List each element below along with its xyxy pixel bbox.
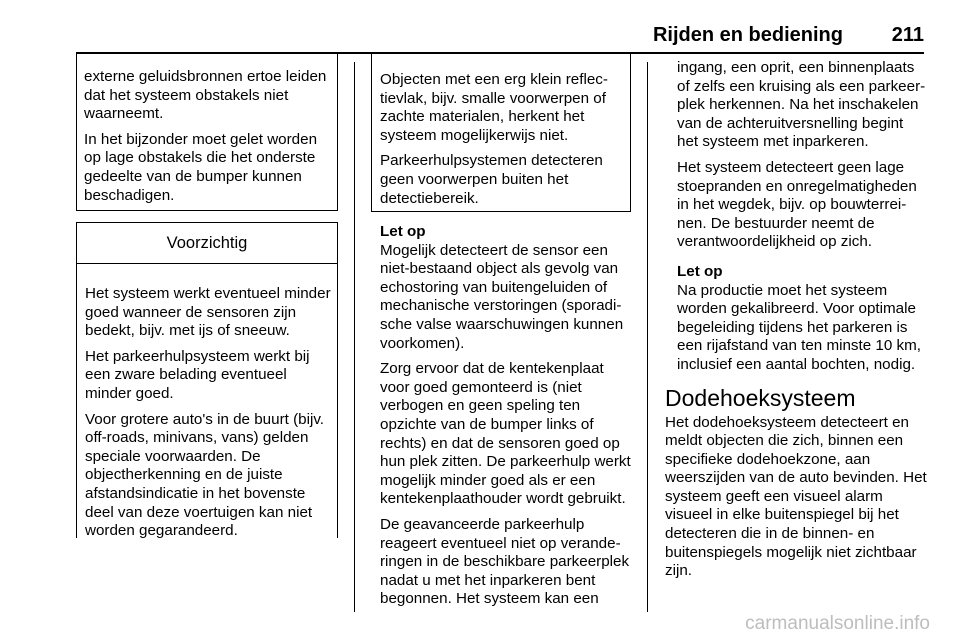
- caution-paragraph: Het parkeerhulpsysteem werkt bij een zware belading eventueel minder goed.: [85, 347, 310, 402]
- watermark-text: carmanualsonline.info: [745, 613, 930, 634]
- column-divider-1: [354, 62, 355, 612]
- caution-paragraph: Het systeem werkt eventueel minder goed wanneer de sensoren zijn bedekt, bijv. met ijs of sneeuw.: [85, 285, 331, 340]
- caution-box: [76, 222, 338, 538]
- box-paragraph: Parkeerhulpsystemen detecteren geen voorwerpen buiten het detectiebereik.: [380, 152, 603, 207]
- caution-title: Voorzichtig: [77, 223, 337, 264]
- page-number: 211: [891, 24, 924, 46]
- box-paragraph: Objecten met een erg klein reflectievlak, bijv. smalle voorwerpen of zachte materialen, herkent het systeem mogelijkerwijs niet.: [380, 71, 608, 144]
- column-3-text: [665, 59, 927, 581]
- box-paragraph: externe geluidsbronnen ertoe leiden dat het systeem obstakels niet waarneemt.: [84, 68, 327, 123]
- section-heading: Dodehoeksysteem: [665, 384, 856, 411]
- continued-box: [76, 52, 338, 211]
- caution-paragraph: Voor grotere auto's in de buurt (bijv. off-roads, minivans, vans) gelden speciale voorwaarden. De objectherkenning en de juiste afstandsindicatie in het bovenste deel van deze voertuigen kan niet worden gegarandeerd.: [85, 410, 325, 540]
- note-title: Let op: [380, 223, 426, 240]
- body-paragraph: Het systeem detecteert geen lage stoepranden en onregelmatigheden in het wegdek, bijv. op bouwterreinen. De bestuurder neemt de verantwoordelijkheid op zich.: [677, 158, 917, 251]
- body-paragraph: ingang, een oprit, een binnenplaats of zelfs een kruising als een parkeerplek herkennen. Na het inschakelen van de achteruitversnelling begint het systeem met inparkeren.: [677, 59, 926, 151]
- note-paragraph: Na productie moet het systeem worden gekalibreerd. Voor optimale begeleiding tijdens het parkeren is een rijafstand van ten minste 10 km, inclusief een aantal bochten, nodig.: [677, 281, 921, 373]
- note-paragraph: Zorg ervoor dat de kentekenplaat voor goed gemonteerd is (niet verbogen en geen speling ten opzichte van de bumper links of rechts) en dat de sensoren goed op hun plek zitten. De parkeerhulp werkt mogelijk minder goed als er een kentekenplaathouder wordt gebruikt.: [380, 360, 631, 508]
- column-2-text: [380, 223, 635, 609]
- section-paragraph: Het dodehoeksysteem detecteert en meldt objecten die zich, binnen een specifieke dodehoekzone, aan weerszijden van de auto bevinden. Het systeem geeft een visueel alarm visueel in elke buitenspiegel bij het detecteren die in de binnen- en buitenspiegels mogelijk niet zichtbaar zijn.: [665, 413, 927, 580]
- note-paragraph: De geavanceerde parkeerhulp reageert eventueel niet op veranderingen in de beschikbare parkeerplek nadat u met het inparkeren bent begonnen. Het systeem kan een: [380, 515, 630, 608]
- header-title: Rijden en bediening: [652, 24, 843, 46]
- note-paragraph: Mogelijk detecteert de sensor een niet-bestaand object als gevolg van echostoring van buitengeluiden of mechanische verstoringen (sporadische valse waarschuwingen kunnen voorkomen).: [380, 241, 624, 352]
- continued-box: [371, 52, 631, 212]
- note-title: Let op: [677, 262, 723, 280]
- box-paragraph: In het bijzonder moet gelet worden op lage obstakels die het onderste gedeelte van de bumper kunnen beschadigen.: [84, 130, 318, 204]
- column-divider-2: [647, 62, 648, 612]
